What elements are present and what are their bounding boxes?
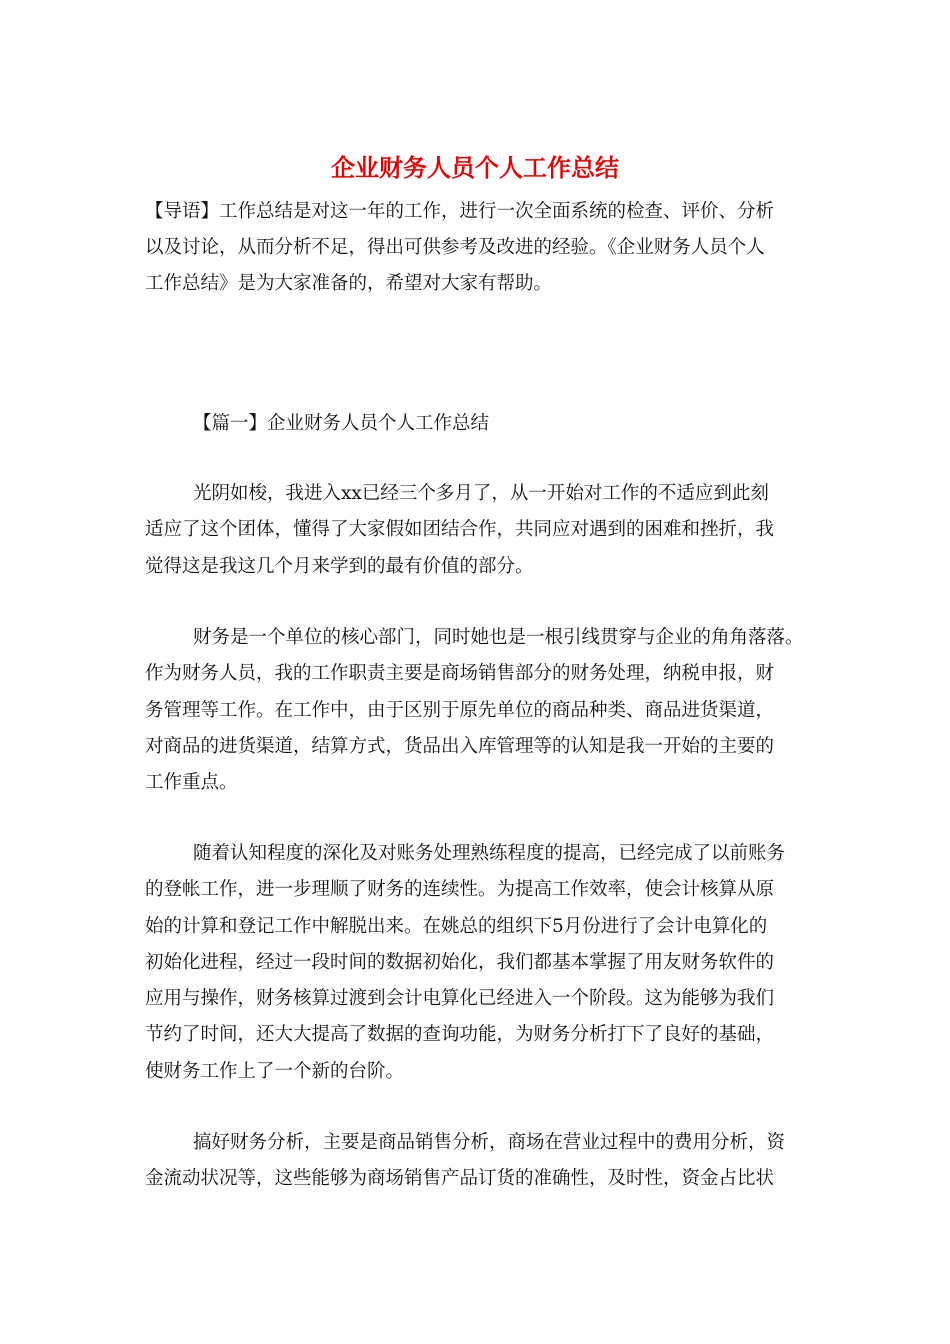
section-heading: 【篇一】企业财务人员个人工作总结 bbox=[193, 413, 490, 434]
paragraph-line: 使财务工作上了一个新的台阶。 bbox=[145, 1061, 405, 1082]
intro-line: 工作总结》是为大家准备的，希望对大家有帮助。 bbox=[145, 273, 553, 294]
intro-line: 【导语】工作总结是对这一年的工作，进行一次全面系统的检查、评价、分析 bbox=[145, 201, 775, 222]
paragraph-line: 光阴如梭，我进入xx已经三个多月了，从一开始对工作的不适应到此刻 bbox=[193, 483, 769, 504]
paragraph-line: 节约了时间，还大大提高了数据的查询功能，为财务分析打下了良好的基础， bbox=[145, 1024, 775, 1045]
paragraph-line: 的登帐工作，进一步理顺了财务的连续性。为提高工作效率，使会计核算从原 bbox=[145, 879, 775, 900]
paragraph-line: 随着认知程度的深化及对账务处理熟练程度的提高，已经完成了以前账务 bbox=[193, 843, 786, 864]
paragraph-line: 对商品的进货渠道，结算方式，货品出入库管理等的认知是我一开始的主要的 bbox=[145, 736, 775, 757]
paragraph-line: 务管理等工作。在工作中，由于区别于原先单位的商品种类、商品进货渠道， bbox=[145, 700, 775, 721]
paragraph-line: 觉得这是我这几个月来学到的最有价值的部分。 bbox=[145, 556, 534, 577]
paragraph-line: 适应了这个团体，懂得了大家假如团结合作，共同应对遇到的困难和挫折，我 bbox=[145, 519, 775, 540]
paragraph-line: 应用与操作，财务核算过渡到会计电算化已经进入一个阶段。这为能够为我们 bbox=[145, 988, 775, 1009]
paragraph-line: 搞好财务分析，主要是商品销售分析，商场在营业过程中的费用分析，资 bbox=[193, 1132, 786, 1153]
paragraph-line: 始的计算和登记工作中解脱出来。在姚总的组织下5月份进行了会计电算化的 bbox=[145, 916, 768, 937]
paragraph-line: 作为财务人员，我的工作职责主要是商场销售部分的财务处理，纳税申报，财 bbox=[145, 663, 775, 684]
document-title: 企业财务人员个人工作总结 bbox=[331, 153, 619, 182]
paragraph-line: 工作重点。 bbox=[145, 772, 238, 793]
paragraph-line: 财务是一个单位的核心部门，同时她也是一根引线贯穿与企业的角角落落。 bbox=[193, 627, 804, 648]
intro-line: 以及讨论，从而分析不足，得出可供参考及改进的经验。《企业财务人员个人 bbox=[145, 237, 765, 258]
paragraph-line: 初始化进程，经过一段时间的数据初始化，我们都基本掌握了用友财务软件的 bbox=[145, 952, 775, 973]
paragraph-line: 金流动状况等，这些能够为商场销售产品订货的准确性，及时性，资金占比状 bbox=[145, 1168, 775, 1189]
